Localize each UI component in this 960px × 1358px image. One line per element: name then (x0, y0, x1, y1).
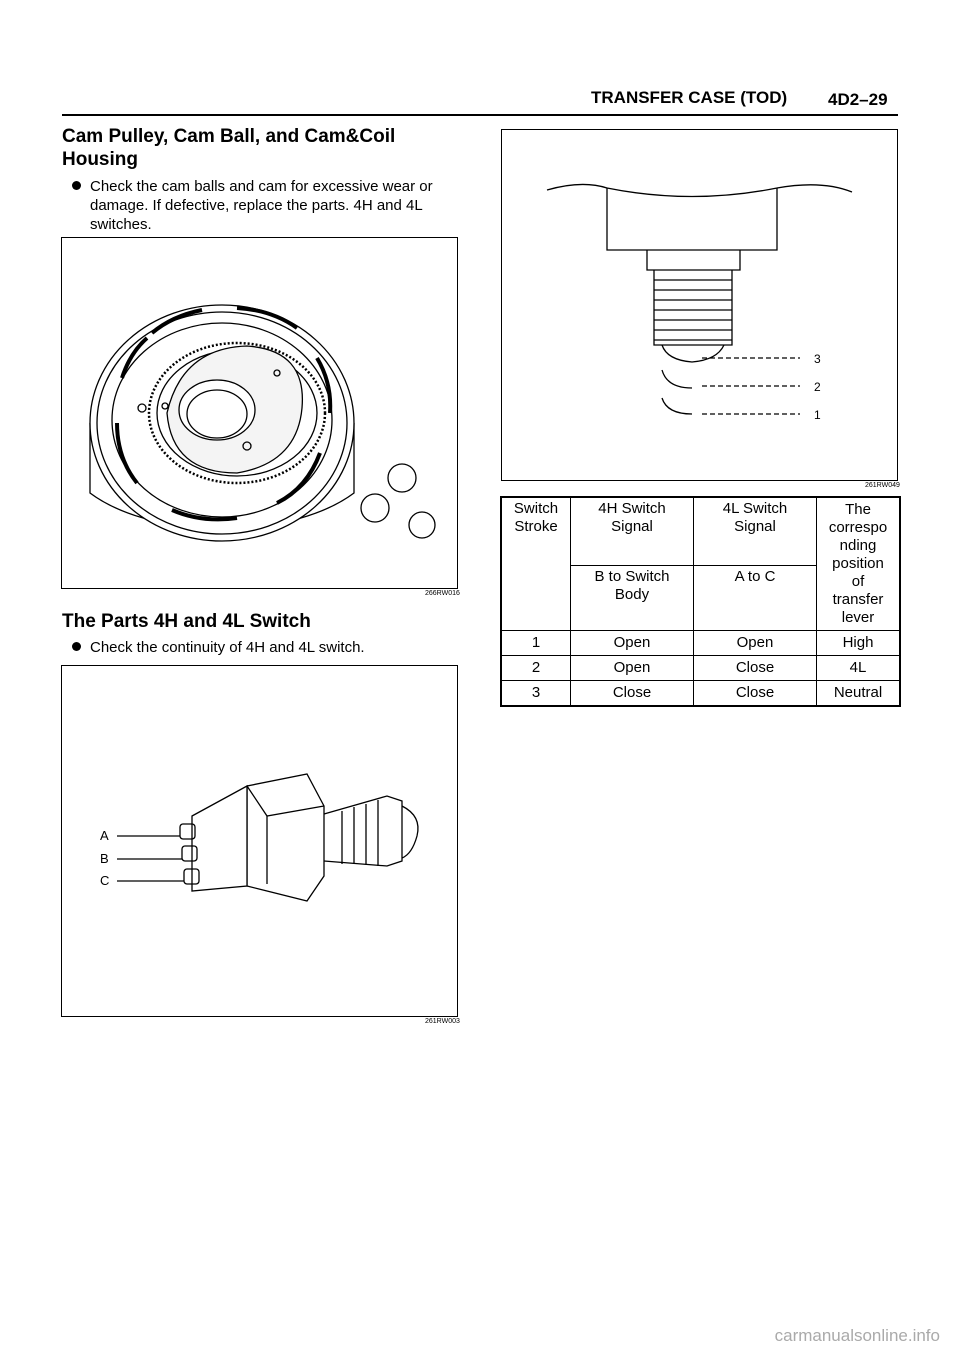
cell: Open (571, 656, 694, 681)
figure-code: 261RW049 (865, 482, 900, 489)
header-text: Switch (513, 500, 559, 517)
header-text: transfer (832, 591, 884, 608)
switch-stroke-illustration (502, 130, 897, 480)
header-text: position (832, 555, 884, 572)
section-heading-cam (62, 125, 395, 171)
header-title: TRANSFER CASE (TOD) (591, 88, 788, 107)
stroke-label-1: 1 (814, 408, 821, 422)
bullet-dot (72, 181, 81, 190)
label-a: A (100, 828, 109, 843)
header-text: Signal (611, 518, 653, 535)
header-text: lever (841, 609, 875, 626)
table-row (501, 681, 900, 707)
heading-line-2: Housing (62, 149, 138, 170)
stroke-label-2: 2 (814, 380, 821, 394)
cam-pulley-illustration (62, 238, 457, 588)
section-heading-switch: The Parts 4H and 4L Switch (62, 611, 311, 632)
subheader-b-to-body (571, 565, 694, 630)
header-text: Body (614, 585, 650, 603)
heading-line-1: Cam Pulley, Cam Ball, and Cam&Coil (62, 126, 396, 147)
cell: Close (571, 681, 694, 707)
figure-switch-stroke (501, 129, 898, 481)
cell: 1 (501, 631, 571, 656)
bullet-line: damage. If defective, replace the parts. 4H and 4L (90, 197, 423, 214)
cell: Open (694, 631, 817, 656)
cell: 2 (501, 656, 571, 681)
header-text: correspo (828, 519, 888, 536)
subheader-a-to-c: A to C (694, 565, 817, 630)
bullet-text: Check the continuity of 4H and 4L switch. (90, 639, 365, 656)
bullet-line: switches. (90, 216, 152, 233)
cell: 3 (501, 681, 571, 707)
header-text: nding (839, 537, 877, 554)
figure-switch (61, 665, 458, 1017)
stroke-label-3: 3 (814, 352, 821, 366)
figure-code: 266RW016 (425, 590, 460, 597)
cell: Close (694, 681, 817, 707)
label-b: B (100, 851, 109, 866)
cell: Open (571, 631, 694, 656)
table-row (501, 631, 900, 656)
figure-cam-pulley (61, 237, 458, 589)
header-4h-signal (571, 497, 694, 565)
bullet-text (90, 177, 433, 234)
header-rule (62, 114, 898, 116)
header-text: The (845, 501, 871, 518)
header-text: B to Switch (594, 567, 670, 585)
page-header (591, 88, 888, 109)
header-text: 4L Switch (722, 500, 788, 517)
header-text: Stroke (514, 518, 558, 535)
header-4l-signal (694, 497, 817, 565)
page-number: 4D2–29 (828, 90, 888, 109)
bullet-line: Check the cam balls and cam for excessive wear or (90, 178, 433, 195)
header-text: 4H Switch (598, 500, 666, 517)
bullet-dot (72, 642, 81, 651)
cell: 4L (817, 656, 901, 681)
cell: Neutral (817, 681, 901, 707)
watermark: carmanualsonline.info (774, 1326, 940, 1345)
header-switch-stroke (501, 497, 571, 631)
figure-code: 261RW003 (425, 1018, 460, 1025)
switch-illustration (62, 666, 457, 1016)
cell: High (817, 631, 901, 656)
header-lever-position (817, 497, 901, 631)
header-text: of (851, 573, 865, 590)
switch-signal-table (500, 496, 901, 707)
label-c: C (100, 873, 110, 888)
header-text: Signal (734, 518, 776, 535)
cell: Close (694, 656, 817, 681)
table-row (501, 656, 900, 681)
